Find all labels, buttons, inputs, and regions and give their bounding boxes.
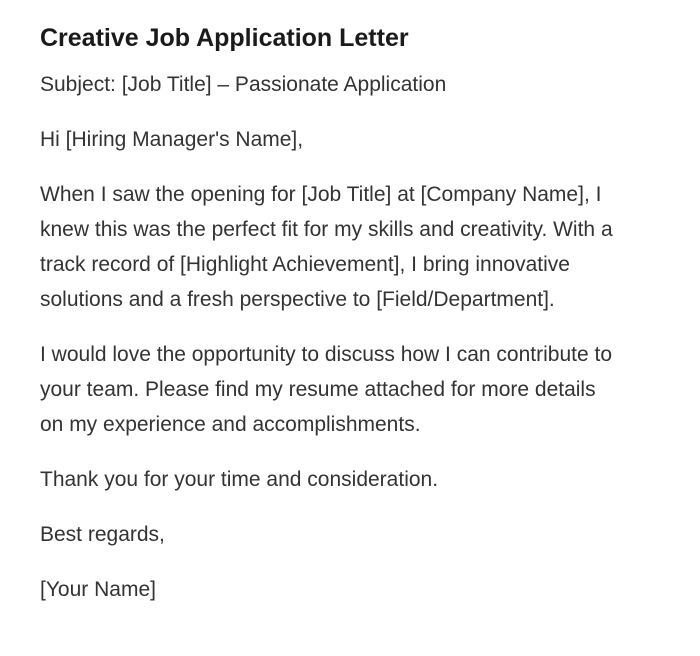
page-title: Creative Job Application Letter [40,24,409,52]
body-paragraph-2: I would love the opportunity to discuss how I can contribute to your team. Please find my resume attached for more details on my experience and accomplishments. [40,343,612,436]
greeting-line: Hi [Hiring Manager's Name], [40,128,304,151]
body-paragraph-1: When I saw the opening for [Job Title] at [Company Name], I knew this was the perfect fit for my skills and creativity. With a track record of [Highlight Achievement], I bring innovative solutions and a fresh perspective to [Field/Department]. [40,183,613,311]
signoff-line: Best regards, [40,523,165,546]
subject-line: Subject: [Job Title] – Passionate Application [40,73,447,96]
signature-placeholder: [Your Name] [40,578,156,601]
closing-line: Thank you for your time and consideration. [40,468,439,491]
